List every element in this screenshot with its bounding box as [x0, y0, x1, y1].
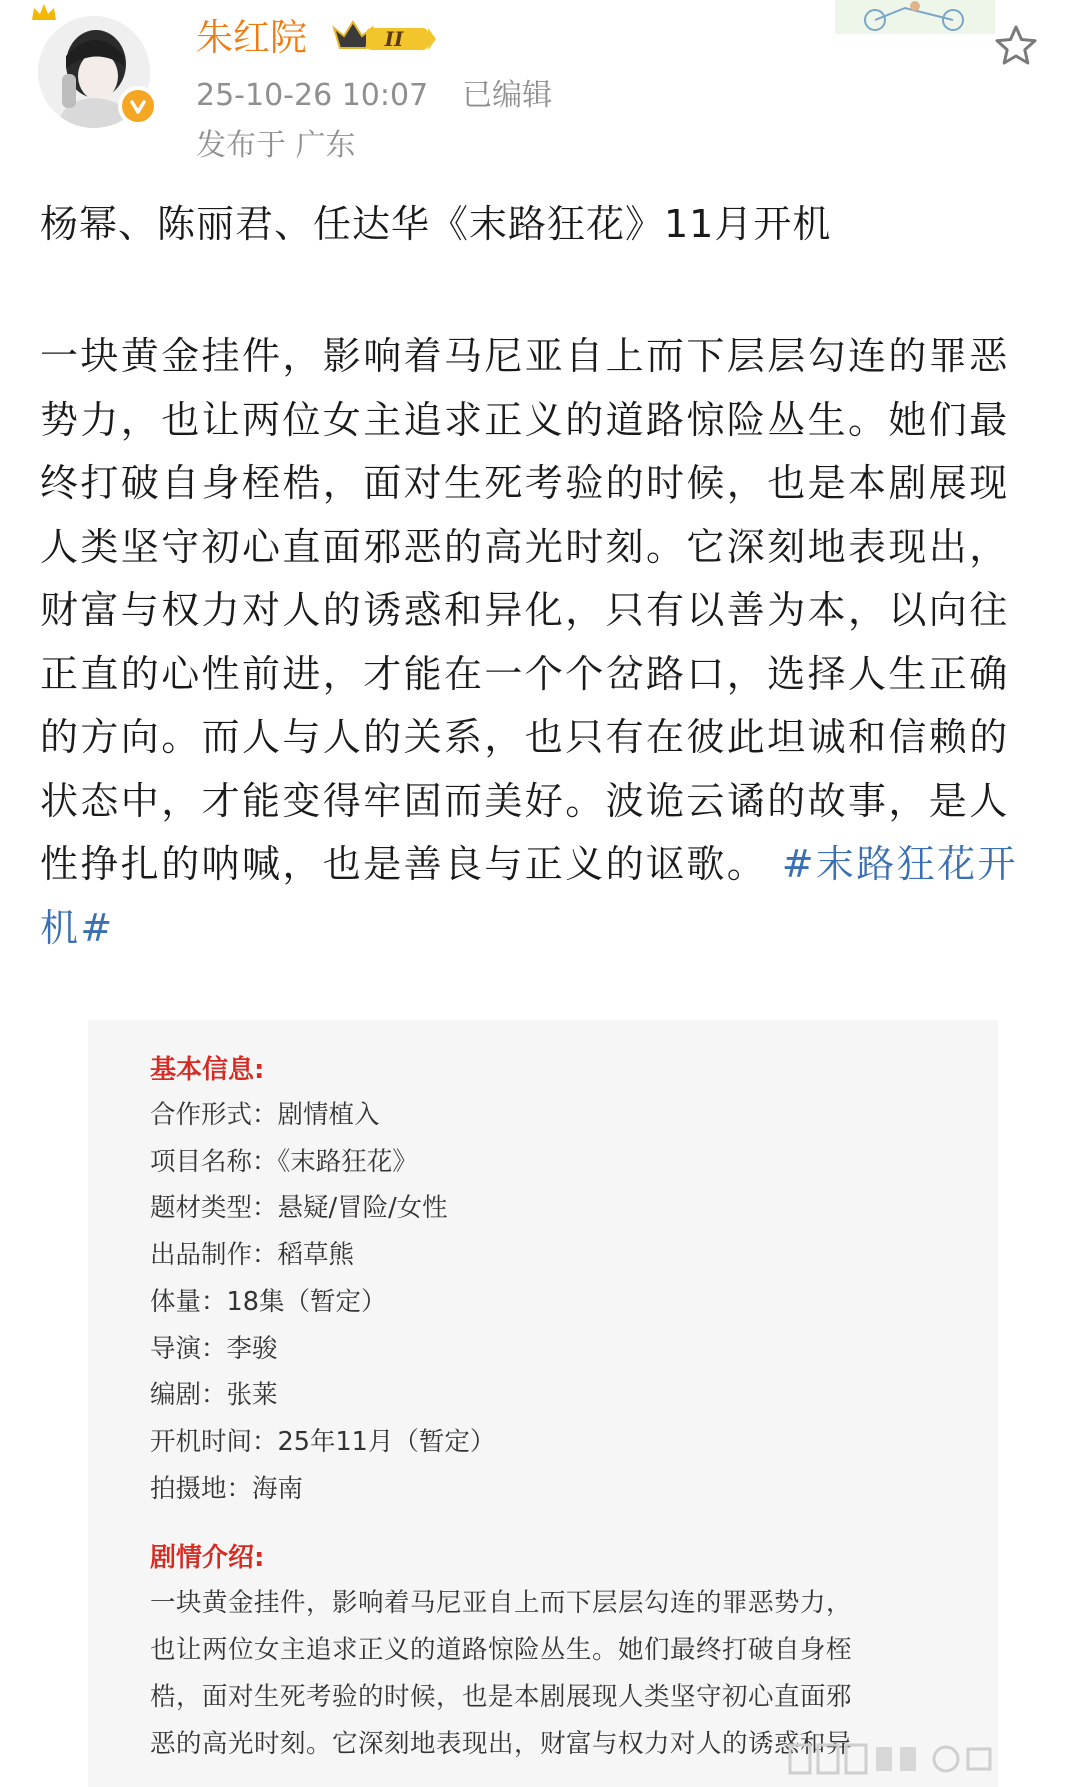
watermark-icon: [786, 1735, 996, 1781]
edited-label: 已编辑: [462, 78, 553, 113]
info-line: 拍摄地：海南: [150, 1473, 304, 1504]
vip-level: II: [384, 27, 404, 51]
basic-info-title: 基本信息:: [150, 1055, 265, 1085]
vip-badge-icon: [332, 18, 436, 58]
info-line: 题材类型：悬疑/冒险/女性: [150, 1193, 448, 1224]
crown-icon: [30, 2, 58, 22]
post-time: 25-10-26 10:07: [196, 78, 429, 113]
plot-intro-title: 剧情介绍:: [150, 1543, 265, 1574]
author-name[interactable]: 朱红院: [196, 16, 307, 59]
plot-line: 恶的高光时刻。它深刻地表现出，财富与权力对人的诱惑和异: [150, 1729, 853, 1760]
plot-line: 一块黄金挂件，影响着马尼亚自上而下层层勾连的罪恶势力，: [150, 1588, 853, 1619]
verified-icon: [118, 86, 158, 126]
info-line: 体量：18集（暂定）: [150, 1286, 387, 1317]
info-line: 合作形式：剧情植入: [150, 1100, 380, 1130]
info-line: 出品制作：稻草熊: [150, 1240, 355, 1271]
post-location: 发布于 广东: [196, 128, 356, 163]
info-line: 项目名称：《末路狂花》: [150, 1146, 418, 1177]
info-line: 开机时间：25年11月（暂定）: [150, 1426, 496, 1457]
info-line: 导演：李骏: [150, 1333, 278, 1364]
star-icon[interactable]: [992, 22, 1040, 70]
post-body-text: 一块黄金挂件，影响着马尼亚自上而下层层勾连的罪恶势力，也让两位女主追求正义的道路惊险丛生。她们最终打破自身桎梏，面对生死考验的时候，也是本剧展现人类坚守初心直面邪恶的高光时刻。它深刻地表现出，财富与权力对人的诱惑和异化，只有以善为本，以向往正直的心性前进，才能在一个个岔路口，选择人生正确的方向。而人与人的关系，也只有在彼此坦诚和信赖的状态中，才能变得牢固而美好。波诡云谲的故事，是人性挣扎的呐喊，也是善良与正义的讴歌。: [40, 334, 1010, 886]
post-body: [40, 325, 1040, 960]
info-line: 编剧：张莱: [150, 1380, 278, 1411]
post-meta: [196, 76, 552, 116]
header-illustration: [835, 0, 995, 34]
plot-line: 也让两位女主追求正义的道路惊险丛生。她们最终打破自身桎: [150, 1635, 853, 1666]
hashtag-link[interactable]: #末路狂花开机#: [40, 842, 1018, 950]
post-title: 杨幂、陈丽君、任达华《末路狂花》11月开机: [40, 202, 832, 246]
plot-line: 梏，面对生死考验的时候，也是本剧展现人类坚守初心直面邪: [150, 1682, 853, 1713]
info-card-image[interactable]: [88, 1020, 998, 1787]
